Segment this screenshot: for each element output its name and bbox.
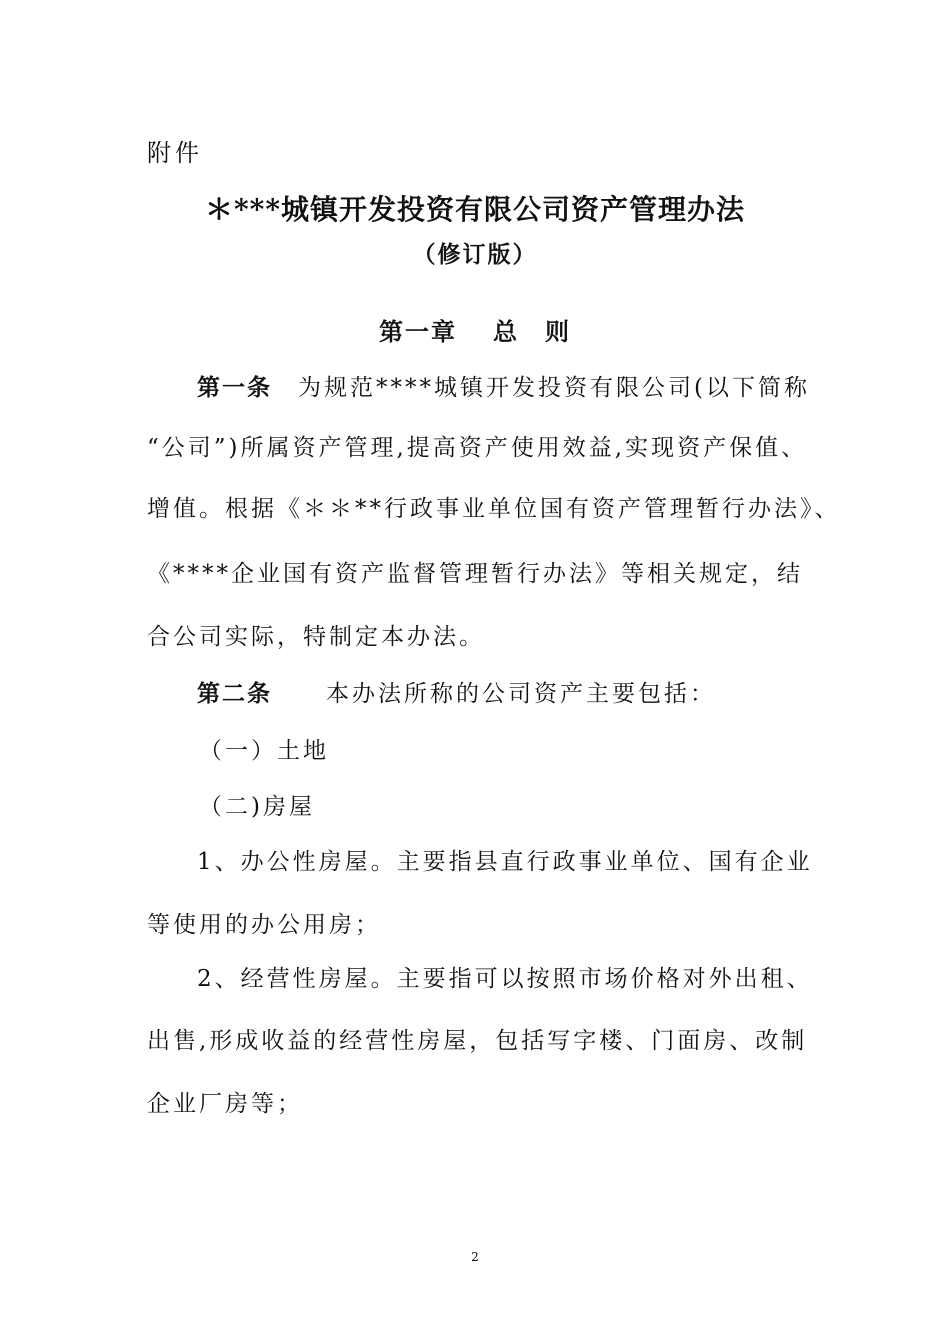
article-1-text-line: “公司”)所属资产管理,提高资产使用效益,实现资产保值、	[147, 435, 808, 461]
document-title: ＊***城镇开发投资有限公司资产管理办法	[205, 193, 745, 226]
article-2-item: 等使用的办公用房；	[147, 912, 381, 938]
article-2-item: 1、办公性房屋。主要指县直行政事业单位、国有企业	[197, 849, 813, 875]
article-2-first-line	[197, 675, 716, 708]
attachment-label: 附件	[147, 139, 203, 167]
article-2-item: 企业厂房等；	[147, 1091, 303, 1117]
chapter-heading	[0, 312, 950, 347]
article-1-text-line: 为规范****城镇开发投资有限公司(以下简称	[298, 375, 810, 401]
article-1-label: 第一条	[197, 375, 272, 401]
article-2-item: 出售,形成收益的经营性房屋，包括写字楼、门面房、改制	[147, 1028, 808, 1054]
article-1-first-line	[197, 369, 810, 402]
article-1-text-line: 合公司实际，特制定本办法。	[147, 624, 485, 650]
article-1-text-line: 增值。根据《＊＊**行政事业单位国有资产管理暂行办法》、	[147, 496, 841, 522]
article-1-text-line: 《****企业国有资产监督管理暂行办法》等相关规定，结	[147, 561, 803, 587]
article-2-item: 2、经营性房屋。主要指可以按照市场价格对外出租、	[197, 966, 813, 992]
page-number: 2	[471, 1250, 479, 1264]
article-2-label: 第二条	[197, 681, 272, 707]
article-2-intro: 本办法所称的公司资产主要包括：	[326, 681, 716, 707]
chapter-name: 总 则	[493, 317, 571, 346]
chapter-number: 第一章	[379, 317, 457, 346]
article-2-item: （二)房屋	[199, 794, 315, 820]
article-2-item: （一）土地	[199, 738, 329, 764]
document-subtitle: （修订版）	[412, 241, 538, 268]
